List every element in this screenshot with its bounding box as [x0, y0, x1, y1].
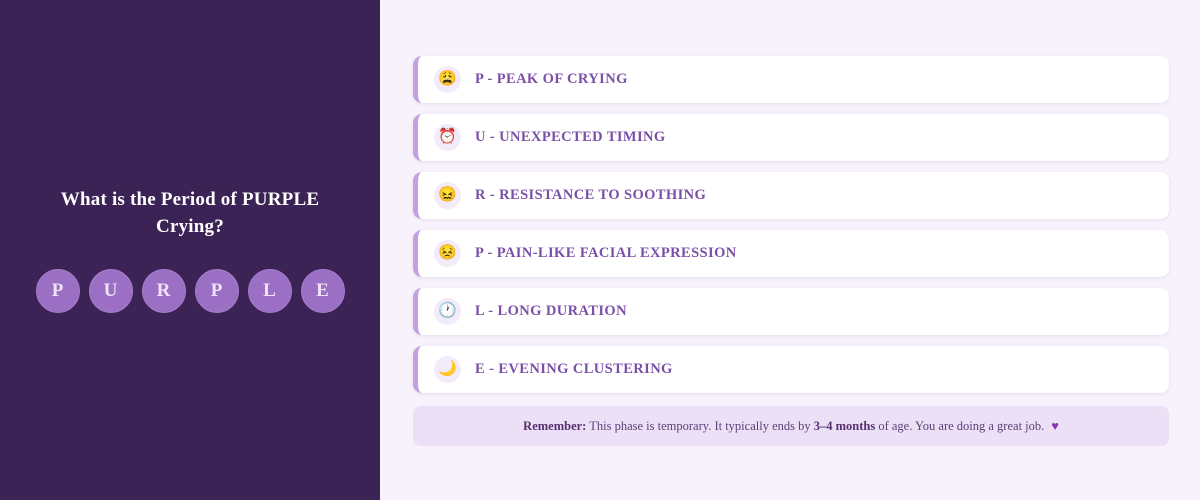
list-item-label: P - PAIN-LIKE FACIAL EXPRESSION — [475, 245, 737, 261]
list-item-label: R - RESISTANCE TO SOOTHING — [475, 187, 707, 203]
reminder-text-before: This phase is temporary. It typically ends by — [586, 418, 814, 433]
reminder-banner — [413, 406, 1169, 446]
crying-baby-icon: 😖 — [434, 182, 461, 209]
list-item[interactable] — [413, 56, 1169, 103]
crescent-moon-icon: 🌙 — [434, 356, 461, 383]
page-title: What is the Period of PURPLE Crying? — [60, 189, 320, 237]
letter-circle-l[interactable]: L — [248, 269, 292, 313]
list-item[interactable] — [413, 114, 1169, 161]
right-panel — [380, 0, 1200, 500]
letter-circle-e[interactable]: E — [301, 269, 345, 313]
weary-face-icon: 😩 — [434, 66, 461, 93]
reminder-highlight: 3–4 months — [813, 418, 876, 433]
alarm-clock-icon: ⏰ — [434, 124, 461, 151]
purple-card-list — [413, 56, 1169, 393]
list-item-label: E - EVENING CLUSTERING — [475, 361, 673, 377]
purple-letter-row — [36, 269, 345, 313]
letter-circle-u[interactable]: U — [89, 269, 133, 313]
list-item-label: U - UNEXPECTED TIMING — [475, 129, 666, 145]
list-item[interactable] — [413, 346, 1169, 393]
left-panel — [0, 0, 380, 500]
list-item-label: L - LONG DURATION — [475, 303, 627, 319]
reminder-text-after: of age. You are doing a great job. — [875, 418, 1048, 433]
reminder-lead: Remember: — [523, 418, 587, 433]
letter-circle-p1[interactable]: P — [36, 269, 80, 313]
heart-icon: ♥ — [1051, 418, 1059, 433]
list-item-label: P - PEAK OF CRYING — [475, 71, 628, 87]
pained-face-icon: 😣 — [434, 240, 461, 267]
letter-circle-r[interactable]: R — [142, 269, 186, 313]
list-item[interactable] — [413, 230, 1169, 277]
list-item[interactable] — [413, 172, 1169, 219]
letter-circle-p2[interactable]: P — [195, 269, 239, 313]
clock-icon: 🕐 — [434, 298, 461, 325]
list-item[interactable] — [413, 288, 1169, 335]
